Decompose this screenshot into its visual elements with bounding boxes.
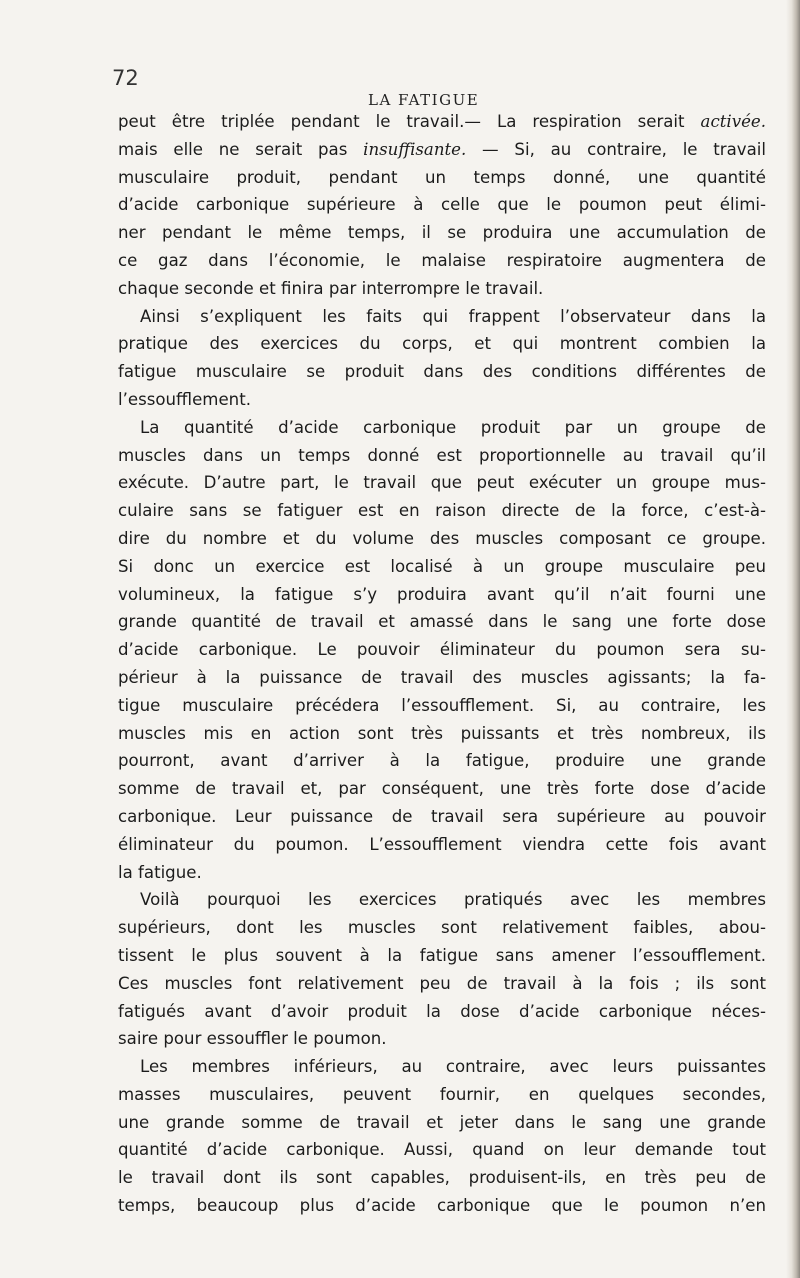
text-segment: temps, beaucoup plus d’acide carbonique que le poumon n’en bbox=[118, 1196, 766, 1216]
text-segment: quantité d’acide carbonique. Aussi, quand on leur demande tout bbox=[118, 1140, 766, 1160]
text-segment: peut être triplée pendant le travail.— La respiration serait bbox=[118, 112, 701, 131]
text-segment: ce gaz dans l’économie, le malaise respiratoire augmentera de bbox=[118, 250, 766, 270]
text-segment: périeur à la puissance de travail des muscles agissants; la fa- bbox=[118, 667, 766, 687]
text-segment: fatigués avant d’avoir produit la dose d’acide carbonique néces- bbox=[118, 1001, 766, 1021]
text-line bbox=[118, 358, 766, 386]
page-number: 72 bbox=[112, 66, 139, 90]
text-segment: muscles dans un temps donné est proportionnelle au travail qu’il bbox=[118, 445, 766, 465]
text-segment: Ces muscles font relativement peu de travail à la fois ; ils sont bbox=[118, 973, 766, 993]
text-line bbox=[118, 219, 766, 247]
text-segment: saire pour essouffler le poumon. bbox=[118, 1029, 387, 1049]
text-line bbox=[118, 469, 766, 497]
paragraph bbox=[118, 108, 766, 303]
text-line bbox=[118, 1081, 766, 1109]
running-head: LA FATIGUE bbox=[368, 91, 480, 109]
text-line bbox=[118, 247, 766, 275]
italic-text: activée. bbox=[700, 112, 766, 131]
text-segment: somme de travail et, par conséquent, une très forte dose d’acide bbox=[118, 779, 766, 799]
text-line bbox=[118, 1164, 766, 1192]
text-line bbox=[118, 775, 766, 803]
text-segment: la fatigue. bbox=[118, 862, 202, 882]
text-segment: — Si, au contraire, le travail bbox=[466, 139, 767, 159]
text-segment: Ainsi s’expliquent les faits qui frappent l’observateur dans la bbox=[140, 306, 766, 326]
text-segment: supérieurs, dont les muscles sont relativement faibles, abou- bbox=[118, 918, 766, 938]
text-segment: exécute. D’autre part, le travail que peut exécuter un groupe mus- bbox=[118, 473, 766, 493]
text-line bbox=[118, 636, 766, 664]
text-segment: musculaire produit, pendant un temps donné, une quantité bbox=[118, 167, 766, 187]
text-line bbox=[118, 414, 766, 442]
text-line bbox=[118, 720, 766, 748]
body-text bbox=[118, 108, 766, 1220]
text-segment: fatigue musculaire se produit dans des conditions différentes de bbox=[118, 362, 766, 382]
text-segment: pratique des exercices du corps, et qui montrent combien la bbox=[118, 334, 766, 354]
text-segment: d’acide carbonique. Le pouvoir éliminateur du poumon sera su- bbox=[118, 640, 766, 660]
paragraph bbox=[118, 1053, 766, 1220]
paragraph bbox=[118, 414, 766, 887]
text-line bbox=[118, 1136, 766, 1164]
text-line bbox=[118, 330, 766, 358]
text-line bbox=[118, 303, 766, 331]
text-line bbox=[118, 386, 766, 414]
text-segment: Les membres inférieurs, au contraire, avec leurs puissantes bbox=[140, 1057, 766, 1077]
text-segment: l’essoufflement. bbox=[118, 389, 251, 409]
text-segment: d’acide carbonique supérieure à celle que le poumon peut élimi- bbox=[118, 195, 766, 215]
text-segment: masses musculaires, peuvent fournir, en quelques secondes, bbox=[118, 1084, 766, 1104]
text-segment: tigue musculaire précédera l’essoufflement. Si, au contraire, les bbox=[118, 695, 766, 715]
text-line bbox=[118, 581, 766, 609]
text-segment: éliminateur du poumon. L’essoufflement viendra cette fois avant bbox=[118, 834, 766, 854]
paragraph bbox=[118, 303, 766, 414]
text-segment: ner pendant le même temps, il se produira une accumulation de bbox=[118, 223, 766, 243]
paragraph bbox=[118, 886, 766, 1053]
text-line bbox=[118, 692, 766, 720]
text-line bbox=[118, 136, 766, 164]
text-line bbox=[118, 1025, 766, 1053]
page-edge-shadow bbox=[786, 0, 800, 1278]
text-line bbox=[118, 191, 766, 219]
text-line bbox=[118, 998, 766, 1026]
text-line bbox=[118, 942, 766, 970]
text-line bbox=[118, 608, 766, 636]
text-line bbox=[118, 859, 766, 887]
text-segment: grande quantité de travail et amassé dans le sang une forte dose bbox=[118, 612, 766, 632]
text-line bbox=[118, 553, 766, 581]
text-line bbox=[118, 1109, 766, 1137]
text-line bbox=[118, 886, 766, 914]
text-segment: tissent le plus souvent à la fatigue sans amener l’essoufflement. bbox=[118, 945, 766, 965]
text-line bbox=[118, 1192, 766, 1220]
text-segment: mais elle ne serait pas bbox=[118, 139, 364, 159]
text-line bbox=[118, 970, 766, 998]
text-segment: une grande somme de travail et jeter dans le sang une grande bbox=[118, 1112, 766, 1132]
text-line bbox=[118, 664, 766, 692]
text-line bbox=[118, 164, 766, 192]
text-segment: Voilà pourquoi les exercices pratiqués avec les membres bbox=[140, 890, 766, 910]
text-line bbox=[118, 1053, 766, 1081]
text-segment: pourront, avant d’arriver à la fatigue, produire une grande bbox=[118, 751, 766, 771]
text-segment: dire du nombre et du volume des muscles composant ce groupe. bbox=[118, 528, 766, 548]
text-line bbox=[118, 497, 766, 525]
text-segment: culaire sans se fatiguer est en raison directe de la force, c’est-à- bbox=[118, 501, 766, 521]
text-segment: muscles mis en action sont très puissants et très nombreux, ils bbox=[118, 723, 766, 743]
text-segment: carbonique. Leur puissance de travail sera supérieure au pouvoir bbox=[118, 806, 766, 826]
text-line bbox=[118, 831, 766, 859]
text-segment: Si donc un exercice est localisé à un groupe musculaire peu bbox=[118, 556, 766, 576]
text-segment: volumineux, la fatigue s’y produira avant qu’il n’ait fourni une bbox=[118, 584, 766, 604]
italic-text: insuffisante. bbox=[363, 139, 467, 159]
text-line bbox=[118, 442, 766, 470]
text-line bbox=[118, 803, 766, 831]
text-segment: chaque seconde et finira par interrompre le travail. bbox=[118, 278, 544, 298]
text-line bbox=[118, 914, 766, 942]
text-segment: La quantité d’acide carbonique produit par un groupe de bbox=[140, 417, 766, 437]
text-line bbox=[118, 525, 766, 553]
text-segment: le travail dont ils sont capables, produisent-ils, en très peu de bbox=[118, 1168, 766, 1188]
text-line bbox=[118, 108, 766, 136]
text-line bbox=[118, 275, 766, 303]
text-line bbox=[118, 747, 766, 775]
